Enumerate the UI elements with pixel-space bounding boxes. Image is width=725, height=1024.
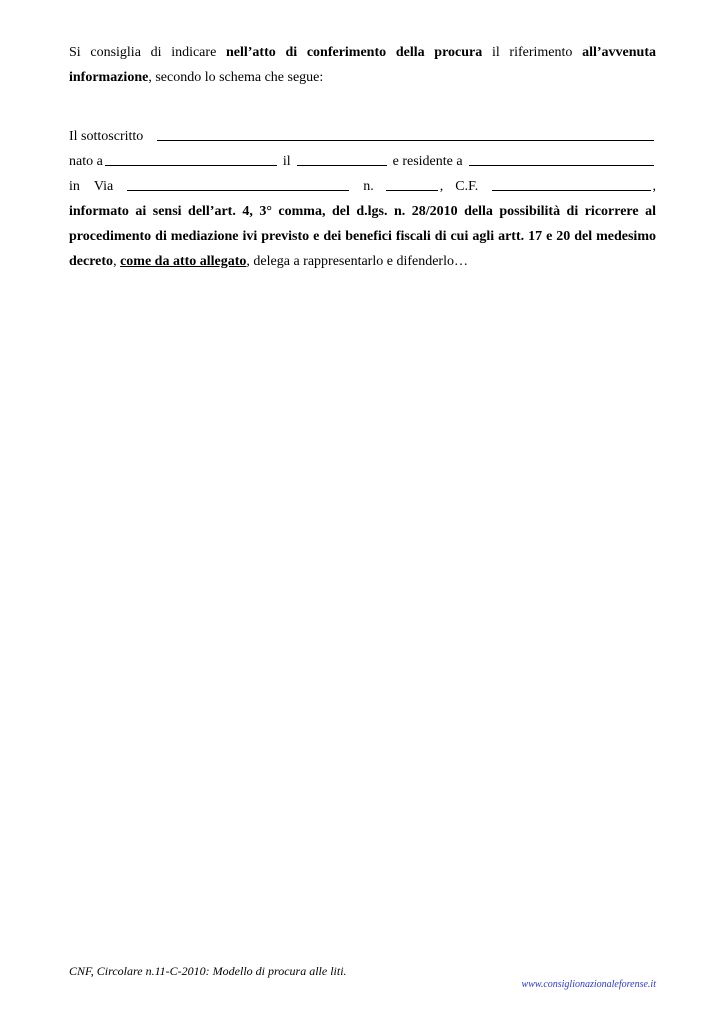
comma-end: ,: [652, 179, 656, 194]
sottoscritto-label: Il sottoscritto: [69, 129, 144, 144]
nato-label: nato a: [69, 154, 103, 169]
numero-label: n.: [363, 179, 374, 194]
informato-bold-text: informato ai sensi dell’art. 4, 3° comma, del d.lgs. n. 28/2010 della possibilità di ricorrere al procedimento di mediazione ivi previsto e dei benefici fiscali di cui agli artt. 17 e 20 del medesimo decreto: [69, 204, 656, 269]
intro-bold-1: nell’atto di conferimento della procura: [225, 45, 483, 60]
residente-label: e residente a: [392, 154, 463, 169]
delega-text: , delega a rappresentarlo e difenderlo…: [246, 254, 468, 269]
footer-website-link[interactable]: www.consiglionazionaleforense.it: [521, 979, 656, 990]
intro-text-2: il riferimento: [482, 45, 583, 60]
in-label: in: [69, 179, 80, 194]
intro-paragraph: [69, 40, 656, 90]
intro-text-3: , secondo lo schema che segue:: [148, 70, 324, 85]
document-body: [69, 40, 656, 274]
informato-paragraph: [69, 199, 656, 274]
sottoscritto-field[interactable]: [157, 128, 654, 141]
procura-form: [69, 124, 656, 274]
via-label: Via: [93, 179, 114, 194]
intro-bold-2: all’avvenuta informazione: [69, 45, 656, 85]
residente-field[interactable]: [469, 153, 654, 166]
informato-separator: ,: [113, 254, 121, 269]
atto-allegato-text: come da atto allegato: [120, 254, 247, 269]
il-label: il: [282, 154, 291, 169]
via-field[interactable]: [127, 178, 349, 191]
il-field[interactable]: [297, 153, 387, 166]
cf-field[interactable]: [492, 178, 650, 191]
cf-label: C.F.: [455, 179, 479, 194]
form-row-sottoscritto: [69, 124, 656, 149]
comma-separator: ,: [439, 179, 444, 194]
intro-text-1: Si consiglia di indicare: [69, 45, 226, 60]
form-row-nato: [69, 149, 656, 174]
footer-citation: CNF, Circolare n.11-C-2010: Modello di procura alle liti.: [69, 964, 347, 978]
numero-field[interactable]: [386, 178, 438, 191]
form-row-via: [69, 174, 656, 199]
nato-field[interactable]: [105, 153, 277, 166]
